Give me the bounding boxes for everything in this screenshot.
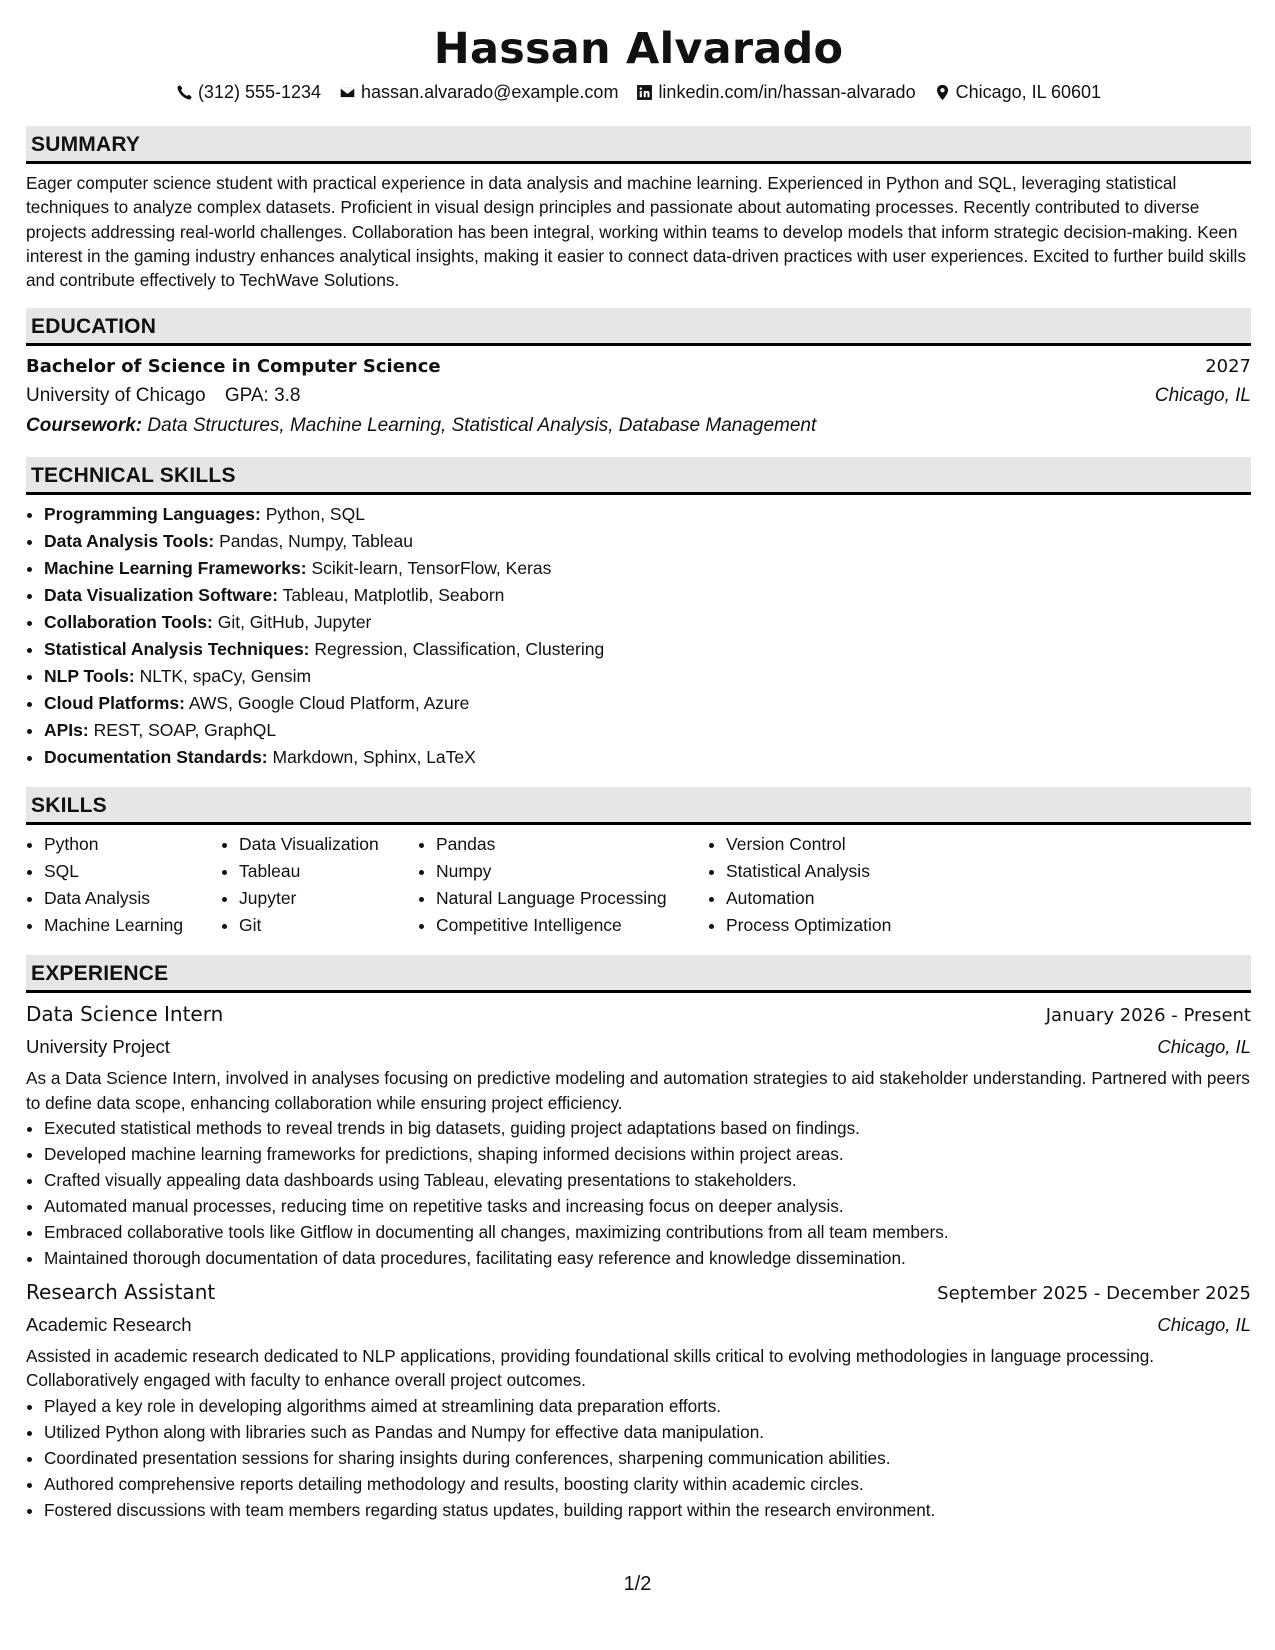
skill-label: NLP Tools: bbox=[44, 666, 135, 687]
experience-heading: EXPERIENCE bbox=[26, 955, 1251, 993]
job-location: Chicago, IL bbox=[1157, 1314, 1251, 1336]
education-degree-row bbox=[26, 353, 1251, 381]
skill-value: Pandas, Numpy, Tableau bbox=[219, 531, 413, 552]
skill-label: Data Analysis Tools: bbox=[44, 531, 215, 552]
experience-entry bbox=[26, 1277, 1251, 1523]
contact-linkedin[interactable] bbox=[636, 80, 915, 104]
summary-heading: SUMMARY bbox=[26, 126, 1251, 164]
job-title: Data Science Intern bbox=[26, 1002, 224, 1027]
list-item: • Tableau bbox=[239, 858, 418, 885]
location-text: Chicago, IL 60601 bbox=[955, 82, 1102, 102]
list-item: • Developed machine learning frameworks for predictions, shaping informed decisions within project areas. bbox=[44, 1141, 1251, 1167]
skill-value: AWS, Google Cloud Platform, Azure bbox=[188, 693, 470, 714]
job-org: Academic Research bbox=[26, 1314, 192, 1336]
technical-skills-heading: TECHNICAL SKILLS bbox=[26, 457, 1251, 495]
list-item: • Machine Learning bbox=[44, 912, 221, 939]
job-org-row bbox=[26, 1309, 1251, 1340]
linkedin-icon bbox=[636, 84, 653, 101]
school-name: University of Chicago bbox=[26, 385, 206, 407]
skills-column bbox=[221, 831, 418, 939]
skill-value: Regression, Classification, Clustering bbox=[314, 639, 605, 660]
education-school-row bbox=[26, 381, 1251, 411]
list-item: • Numpy bbox=[436, 858, 708, 885]
envelope-icon bbox=[339, 84, 356, 101]
skill-label: Collaboration Tools: bbox=[44, 612, 213, 633]
list-item: • Coordinated presentation sessions for sharing insights during conferences, sharpening communication abilities. bbox=[44, 1445, 1251, 1471]
list-item: • Fostered discussions with team members regarding status updates, building rapport within the research environment. bbox=[44, 1497, 1251, 1523]
list-item bbox=[44, 690, 1251, 717]
job-location: Chicago, IL bbox=[1157, 1036, 1251, 1058]
job-org: University Project bbox=[26, 1036, 170, 1058]
skills-column bbox=[418, 831, 708, 939]
list-item: • Process Optimization bbox=[726, 912, 1026, 939]
skill-value: Git, GitHub, Jupyter bbox=[217, 612, 372, 633]
technical-skills-list bbox=[26, 501, 1251, 771]
skill-value: REST, SOAP, GraphQL bbox=[93, 720, 277, 741]
list-item bbox=[44, 528, 1251, 555]
gpa: GPA: 3.8 bbox=[224, 385, 301, 407]
job-dates: September 2025 - December 2025 bbox=[937, 1283, 1251, 1305]
list-item bbox=[44, 609, 1251, 636]
skills-grid bbox=[26, 831, 1251, 939]
job-dates: January 2026 - Present bbox=[1045, 1005, 1251, 1027]
degree-name: Bachelor of Science in Computer Science bbox=[26, 356, 441, 378]
coursework-label: Coursework: bbox=[26, 415, 143, 437]
list-item bbox=[44, 636, 1251, 663]
list-item: • Competitive Intelligence bbox=[436, 912, 708, 939]
list-item: • Utilized Python along with libraries such as Pandas and Numpy for effective data manipulation. bbox=[44, 1419, 1251, 1445]
list-item bbox=[44, 501, 1251, 528]
list-item bbox=[44, 744, 1251, 771]
list-item: • Executed statistical methods to reveal trends in big datasets, guiding project adaptations based on findings. bbox=[44, 1115, 1251, 1141]
skill-label: Programming Languages: bbox=[44, 504, 261, 525]
list-item: • Authored comprehensive reports detailing methodology and results, boosting clarity within academic circles. bbox=[44, 1471, 1251, 1497]
experience-entry bbox=[26, 999, 1251, 1271]
contact-phone bbox=[176, 80, 321, 104]
graduation-year: 2027 bbox=[1205, 356, 1251, 378]
list-item: • Natural Language Processing bbox=[436, 885, 708, 912]
summary-text: Eager computer science student with practical experience in data analysis and machine learning. Experienced in Python and SQL, leveraging statistical techniques to analyze complex datasets. Proficient in visual design principles and passionate about automating processes. Recently contributed to diverse projects addressing real-world challenges. Collaboration has been integral, working within teams to develop models that inform strategic decision-making. Keen interest in the gaming industry enhances analytical insights, making it easier to connect data-driven practices with user experiences. Excited to further build skills and contribute effectively to TechWave Solutions. bbox=[26, 173, 1246, 291]
list-item bbox=[44, 582, 1251, 609]
phone-text: (312) 555-1234 bbox=[197, 82, 322, 102]
contact-location bbox=[934, 80, 1101, 104]
job-title-row bbox=[26, 1277, 1251, 1309]
map-pin-icon bbox=[934, 84, 951, 101]
job-description: As a Data Science Intern, involved in analyses focusing on predictive modeling and automation strategies to aid stakeholder understanding. Partnered with peers to define data scope, enhancing collaboration while ensuring project efficiency. bbox=[26, 1068, 1250, 1113]
skill-label: Machine Learning Frameworks: bbox=[44, 558, 307, 579]
list-item: • Maintained thorough documentation of data procedures, facilitating easy reference and knowledge dissemination. bbox=[44, 1245, 1251, 1271]
list-item: • Python bbox=[44, 831, 221, 858]
skill-label: Statistical Analysis Techniques: bbox=[44, 639, 310, 660]
coursework-line bbox=[26, 411, 1251, 441]
skill-value: NLTK, spaCy, Gensim bbox=[139, 666, 312, 687]
list-item: • Automation bbox=[726, 885, 1026, 912]
job-title-row bbox=[26, 999, 1251, 1031]
linkedin-text: linkedin.com/in/hassan-alvarado bbox=[658, 82, 916, 102]
job-description: Assisted in academic research dedicated to NLP applications, providing foundational skills critical to evolving methodologies in language processing. Collaboratively engaged with faculty to enhance overall project outcomes. bbox=[26, 1346, 1155, 1391]
list-item: • SQL bbox=[44, 858, 221, 885]
email-text: hassan.alvarado@example.com bbox=[361, 82, 619, 102]
candidate-name: Hassan Alvarado bbox=[433, 24, 844, 74]
skills-heading: SKILLS bbox=[26, 787, 1251, 825]
list-item: • Git bbox=[239, 912, 418, 939]
skill-label: Data Visualization Software: bbox=[44, 585, 279, 606]
education-heading: EDUCATION bbox=[26, 308, 1251, 346]
list-item: • Data Analysis bbox=[44, 885, 221, 912]
phone-icon bbox=[176, 84, 193, 101]
resume-page bbox=[26, 22, 1251, 1523]
skills-column bbox=[708, 831, 1026, 939]
skill-value: Scikit-learn, TensorFlow, Keras bbox=[311, 558, 552, 579]
contact-bar bbox=[26, 80, 1251, 104]
list-item bbox=[44, 555, 1251, 582]
job-bullets bbox=[26, 1115, 1251, 1271]
skill-label: APIs: bbox=[44, 720, 89, 741]
list-item: • Jupyter bbox=[239, 885, 418, 912]
school-location: Chicago, IL bbox=[1154, 385, 1251, 407]
list-item: • Data Visualization bbox=[239, 831, 418, 858]
list-item: • Version Control bbox=[726, 831, 1026, 858]
job-org-row bbox=[26, 1031, 1251, 1062]
coursework-list: Data Structures, Machine Learning, Statistical Analysis, Database Management bbox=[147, 415, 817, 437]
skills-column bbox=[26, 831, 221, 939]
list-item: • Played a key role in developing algorithms aimed at streamlining data preparation efforts. bbox=[44, 1393, 1251, 1419]
list-item: • Pandas bbox=[436, 831, 708, 858]
job-title: Research Assistant bbox=[26, 1280, 216, 1305]
skill-label: Cloud Platforms: bbox=[44, 693, 185, 714]
skill-label: Documentation Standards: bbox=[44, 747, 268, 768]
list-item: • Embraced collaborative tools like Gitflow in documenting all changes, maximizing contributions from all team members. bbox=[44, 1219, 1251, 1245]
list-item: • Crafted visually appealing data dashboards using Tableau, elevating presentations to stakeholders. bbox=[44, 1167, 1251, 1193]
contact-email[interactable] bbox=[339, 80, 618, 104]
list-item: • Automated manual processes, reducing time on repetitive tasks and increasing focus on deeper analysis. bbox=[44, 1193, 1251, 1219]
skill-value: Python, SQL bbox=[265, 504, 365, 525]
list-item: • Statistical Analysis bbox=[726, 858, 1026, 885]
list-item bbox=[44, 663, 1251, 690]
skill-value: Markdown, Sphinx, LaTeX bbox=[272, 747, 476, 768]
skill-value: Tableau, Matplotlib, Seaborn bbox=[282, 585, 505, 606]
page-indicator: 1/2 bbox=[623, 1573, 652, 1595]
job-bullets bbox=[26, 1393, 1251, 1523]
list-item bbox=[44, 717, 1251, 744]
